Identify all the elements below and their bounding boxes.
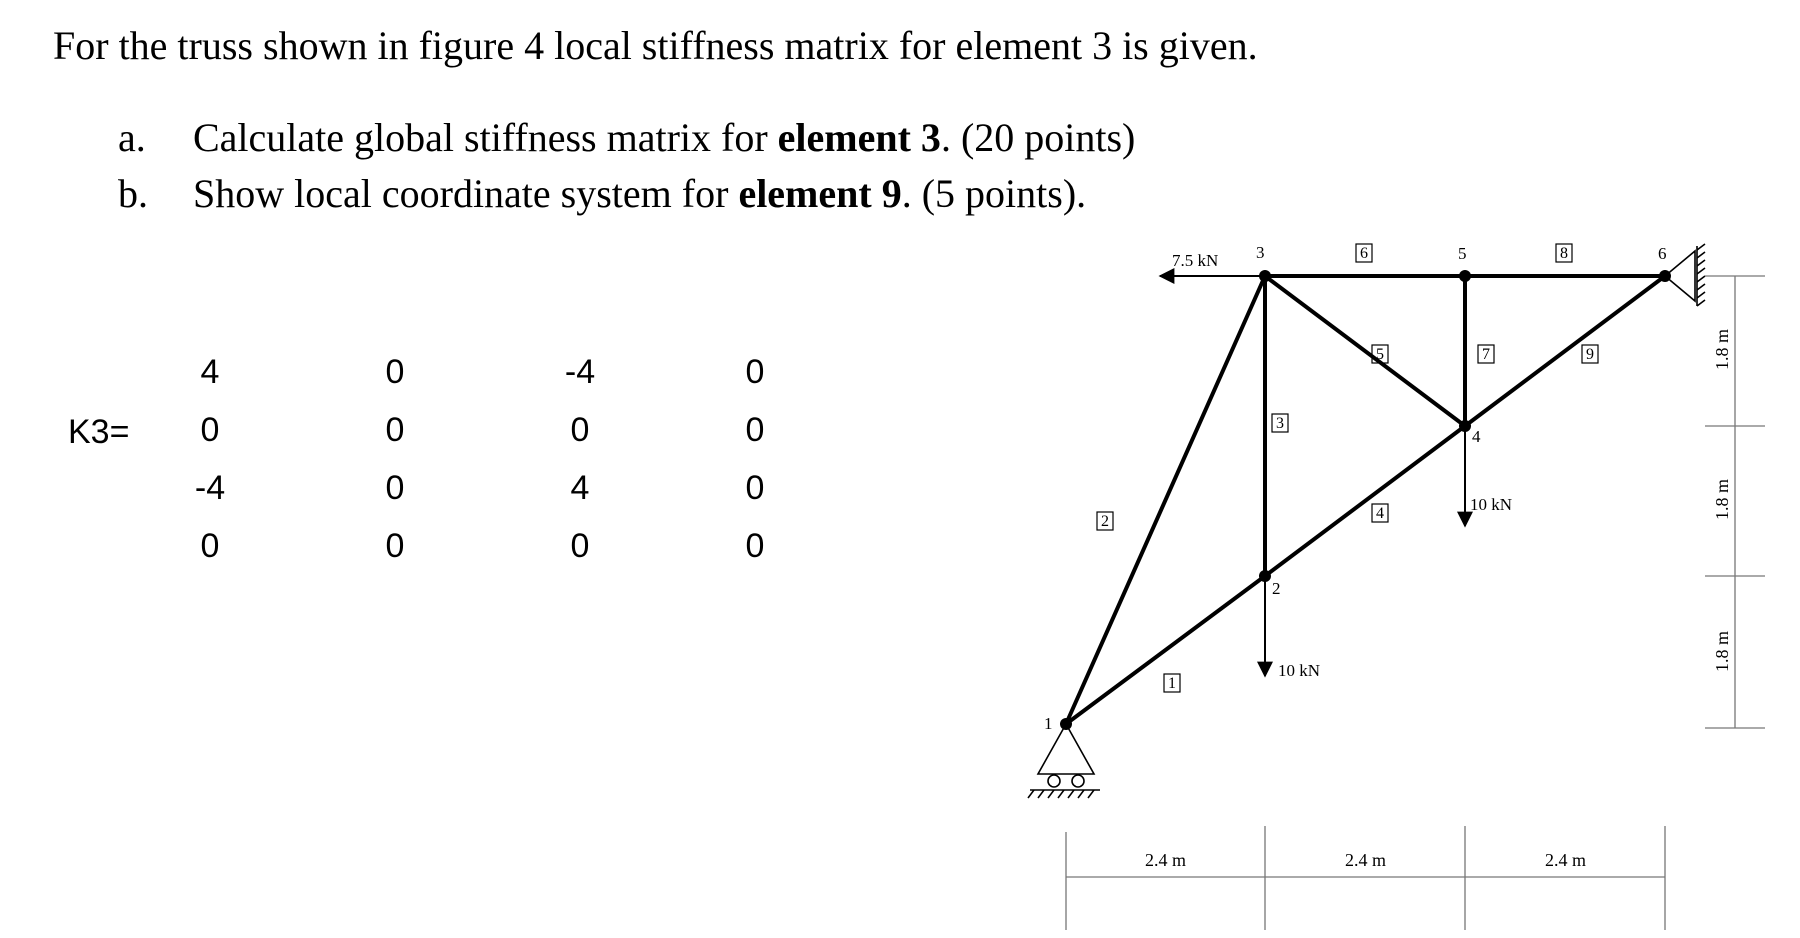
ground-hatch [1068, 790, 1074, 798]
matrix-cell: 0 [385, 527, 405, 565]
part-b-post: . (5 points). [901, 171, 1087, 216]
matrix-cell: 0 [570, 527, 590, 565]
ground-hatch [1078, 790, 1084, 798]
dim-label-h2: 2.4 m [1345, 850, 1387, 870]
support-roller-right [1072, 775, 1084, 787]
matrix-cell: -4 [564, 353, 596, 391]
node-label-1: 1 [1044, 714, 1053, 733]
node-label-6: 6 [1658, 244, 1667, 263]
dim-label-h3: 2.4 m [1545, 850, 1587, 870]
wall-hatch [1697, 244, 1705, 250]
wall-hatch [1697, 268, 1705, 274]
wall-hatch [1697, 260, 1705, 266]
roller-support [1028, 724, 1100, 798]
load-labels [1172, 251, 1512, 680]
horizontal-dim-labels [1145, 850, 1586, 870]
element-label-8: 8 [1560, 245, 1568, 262]
matrix-cell: 0 [570, 411, 590, 449]
part-a-bold: element 3 [777, 115, 941, 160]
node-label-4: 4 [1472, 427, 1481, 446]
wall-hatch [1697, 252, 1705, 258]
matrix-cell: -4 [194, 469, 226, 507]
matrix-cell: 0 [200, 527, 220, 565]
member-2 [1066, 276, 1265, 724]
part-b-bold: element 9 [738, 171, 902, 216]
part-b-pre: Show local coordinate system for [193, 171, 739, 216]
element-label-3: 3 [1276, 415, 1284, 432]
wall-hatch [1697, 300, 1705, 306]
element-label-5: 5 [1376, 346, 1384, 363]
node-labels [1044, 243, 1667, 733]
matrix-label: K3= [68, 413, 130, 451]
load-label-node4: 10 kN [1470, 495, 1513, 514]
member-4 [1265, 426, 1465, 576]
node-label-3: 3 [1256, 243, 1265, 262]
matrix-cell: 0 [200, 411, 220, 449]
part-a-letter: a. [118, 115, 146, 160]
element-label-1: 1 [1168, 675, 1176, 692]
element-label-2: 2 [1101, 513, 1109, 530]
dim-label-v1: 1.8 m [1712, 328, 1732, 370]
ground-hatch [1048, 790, 1054, 798]
element-label-6: 6 [1360, 245, 1368, 262]
member-9 [1465, 276, 1665, 426]
ground-hatch [1038, 790, 1044, 798]
matrix-cell: 4 [570, 469, 590, 507]
member-5 [1265, 276, 1465, 426]
pin-support [1665, 244, 1705, 306]
part-b-letter: b. [118, 171, 148, 216]
matrix-cell: 0 [745, 411, 765, 449]
load-label-node2: 10 kN [1278, 661, 1321, 680]
part-a-post: . (20 points) [940, 115, 1136, 160]
matrix-cell: 0 [385, 353, 405, 391]
node-label-5: 5 [1458, 244, 1467, 263]
wall-hatch [1697, 284, 1705, 290]
question-text: For the truss shown in figure 4 local stiffness matrix for element 3 is given. [53, 23, 1258, 68]
member-1 [1066, 576, 1265, 724]
dim-label-v2: 1.8 m [1712, 478, 1732, 520]
matrix-cell: 4 [200, 353, 220, 391]
ground-hatch [1058, 790, 1064, 798]
matrix-cell: 0 [385, 469, 405, 507]
truss-members [1066, 276, 1665, 724]
wall-hatch [1697, 292, 1705, 298]
matrix-cell: 0 [745, 469, 765, 507]
element-label-4: 4 [1376, 505, 1384, 522]
ground-hatch [1028, 790, 1034, 798]
vertical-dim-labels [1712, 329, 1732, 672]
load-label-horizontal: 7.5 kN [1172, 251, 1219, 270]
node-label-2: 2 [1272, 579, 1281, 598]
dim-label-h1: 2.4 m [1145, 850, 1187, 870]
support-roller-left [1048, 775, 1060, 787]
matrix-cell: 0 [745, 527, 765, 565]
element-label-9: 9 [1586, 346, 1594, 363]
part-a-pre: Calculate global stiffness matrix for [193, 115, 778, 160]
element-label-7: 7 [1482, 346, 1490, 363]
ground-hatch [1088, 790, 1094, 798]
loads [1160, 276, 1465, 676]
element-labels [1097, 244, 1598, 692]
matrix-cell: 0 [745, 353, 765, 391]
dim-label-v3: 1.8 m [1712, 630, 1732, 672]
joint-5 [1459, 270, 1471, 282]
wall-hatch [1697, 276, 1705, 282]
horizontal-dimensions [1066, 826, 1665, 930]
matrix-cell: 0 [385, 411, 405, 449]
